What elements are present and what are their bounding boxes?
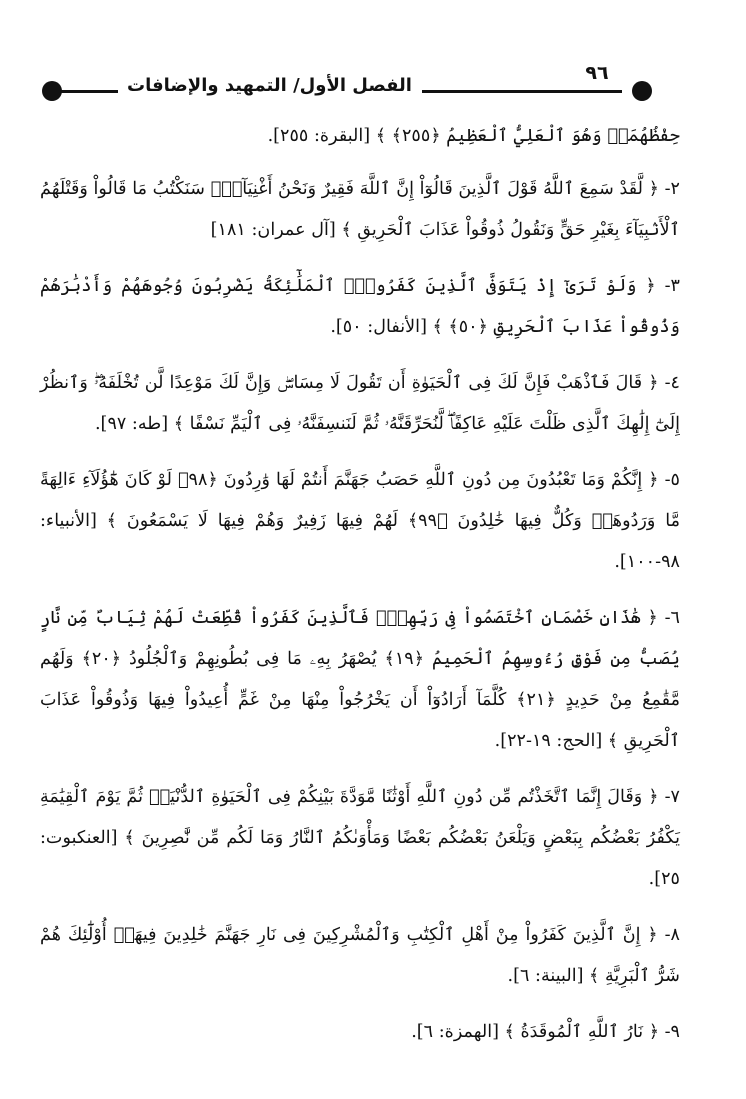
paragraph-verse-8: ٨- ﴿ إِنَّ ٱلَّذِينَ كَفَرُواْ مِنْ أَهْلِ ٱلْكِتَٰبِ وَٱلْمُشْرِكِينَ فِى نَارِ جَهَنَّمَ خَٰلِدِينَ فِيهَآۚ أُوْلَٰٓئِكَ هُمْ شَرُّ ٱلْبَرِيَّةِ ﴾ [البينة: ٦]. — [40, 925, 680, 986]
page-header — [42, 62, 662, 112]
page-body — [40, 116, 680, 1068]
paragraph-verse-1: حِفْظُهُمَاۚ وَهُوَ ٱلْعَلِيُّ ٱلْعَظِيمُ ﴿٢٥٥﴾ ﴾ [البقرة: ٢٥٥]. — [267, 126, 680, 146]
paragraph-verse-6: ٦- ﴿ هَٰذَانِ خَصْمَانِ ٱخْتَصَمُواْ فِى رَبِّهِمْۖ فَٱلَّذِينَ كَفَرُواْ قُطِّعَتْ لَهُمْ ثِيَابٌ مِّن نَّارٍ يُصَبُّ مِن فَوْقِ رُءُوسِهِمُ ٱلْحَمِيمُ ﴿١٩﴾ يُصْهَرُ بِهِۦ مَا فِى بُطُونِهِمْ وَٱلْجُلُودُ ﴿٢٠﴾ وَلَهُم مَّقَٰمِعُ مِنْ حَدِيدٍ ﴿٢١﴾ كُلَّمَآ أَرَادُوٓاْ أَن يَخْرُجُواْ مِنْهَا مِنْ غَمٍّ أُعِيدُواْ فِيهَا وَذُوقُواْ عَذَابَ ٱلْحَرِيقِ ﴾ [الحج: ١٩-٢٢]. — [40, 608, 680, 751]
header-rule-left — [56, 90, 118, 93]
page-number: ٩٦ — [585, 62, 609, 84]
paragraph-verse-7: ٧- ﴿ وَقَالَ إِنَّمَا ٱتَّخَذْتُم مِّن دُونِ ٱللَّهِ أَوْثَٰنًا مَّوَدَّةَ بَيْنِكُمْ فِى ٱلْحَيَوٰةِ ٱلدُّنْيَاۖ ثُمَّ يَوْمَ ٱلْقِيَٰمَةِ يَكْفُرُ بَعْضُكُم بِبَعْضٍ وَيَلْعَنُ بَعْضُكُم بَعْضًا وَمَأْوَىٰكُمُ ٱلنَّارُ وَمَا لَكُم مِّن نَّٰصِرِينَ ﴾ [العنكبوت: ٢٥]. — [40, 787, 680, 889]
paragraph-verse-5: ٥- ﴿ إِنَّكُمْ وَمَا تَعْبُدُونَ مِن دُونِ ٱللَّهِ حَصَبُ جَهَنَّمَ أَنتُمْ لَهَا وَٰرِدُونَ ﴿٩٨﴾ لَوْ كَانَ هَٰٓؤُلَآءِ ءَالِهَةً مَّا وَرَدُوهَاۖ وَكُلٌّ فِيهَا خَٰلِدُونَ ﴿٩٩﴾ لَهُمْ فِيهَا زَفِيرٌ وَهُمْ فِيهَا لَا يَسْمَعُونَ ﴾ [الأنبياء: ٩٨-١٠٠]. — [40, 470, 680, 572]
chapter-title: الفصل الأول/ التمهيد والإضافات — [127, 75, 412, 96]
header-rule-right — [422, 90, 622, 93]
paragraph-verse-4: ٤- ﴿ قَالَ فَٱذْهَبْ فَإِنَّ لَكَ فِى ٱلْحَيَوٰةِ أَن تَقُولَ لَا مِسَاسَۖ وَإِنَّ لَكَ مَوْعِدًا لَّن تُخْلَفَهُۥۖ وَٱنظُرْ إِلَىٰٓ إِلَٰهِكَ ٱلَّذِى ظَلْتَ عَلَيْهِ عَاكِفًاۖ لَّنُحَرِّقَنَّهُۥ ثُمَّ لَنَنسِفَنَّهُۥ فِى ٱلْيَمِّ نَسْفًا ﴾ [طه: ٩٧]. — [40, 373, 680, 434]
header-dot-right — [632, 81, 652, 101]
paragraph-verse-3: ٣- ﴿ وَلَوْ تَرَىٰٓ إِذْ يَتَوَفَّى ٱلَّذِينَ كَفَرُواْۙ ٱلْمَلَٰٓئِكَةُ يَضْرِبُونَ وُجُوهَهُمْ وَأَدْبَٰرَهُمْ وَذُوقُواْ عَذَابَ ٱلْحَرِيقِ ﴿٥٠﴾ ﴾ [الأنفال: ٥٠]. — [40, 276, 680, 337]
paragraph-verse-9: ٩- ﴿ نَارُ ٱللَّهِ ٱلْمُوقَدَةُ ﴾ [الهمزة: ٦]. — [411, 1022, 680, 1042]
paragraph-verse-2: ٢- ﴿ لَّقَدْ سَمِعَ ٱللَّهُ قَوْلَ ٱلَّذِينَ قَالُوٓاْ إِنَّ ٱللَّهَ فَقِيرٌ وَنَحْنُ أَغْنِيَآءُۘ سَنَكْتُبُ مَا قَالُواْ وَقَتْلَهُمُ ٱلْأَنۢبِيَآءَ بِغَيْرِ حَقٍّ وَنَقُولُ ذُوقُواْ عَذَابَ ٱلْحَرِيقِ ﴾ [آل عمران: ١٨١] — [40, 179, 680, 240]
